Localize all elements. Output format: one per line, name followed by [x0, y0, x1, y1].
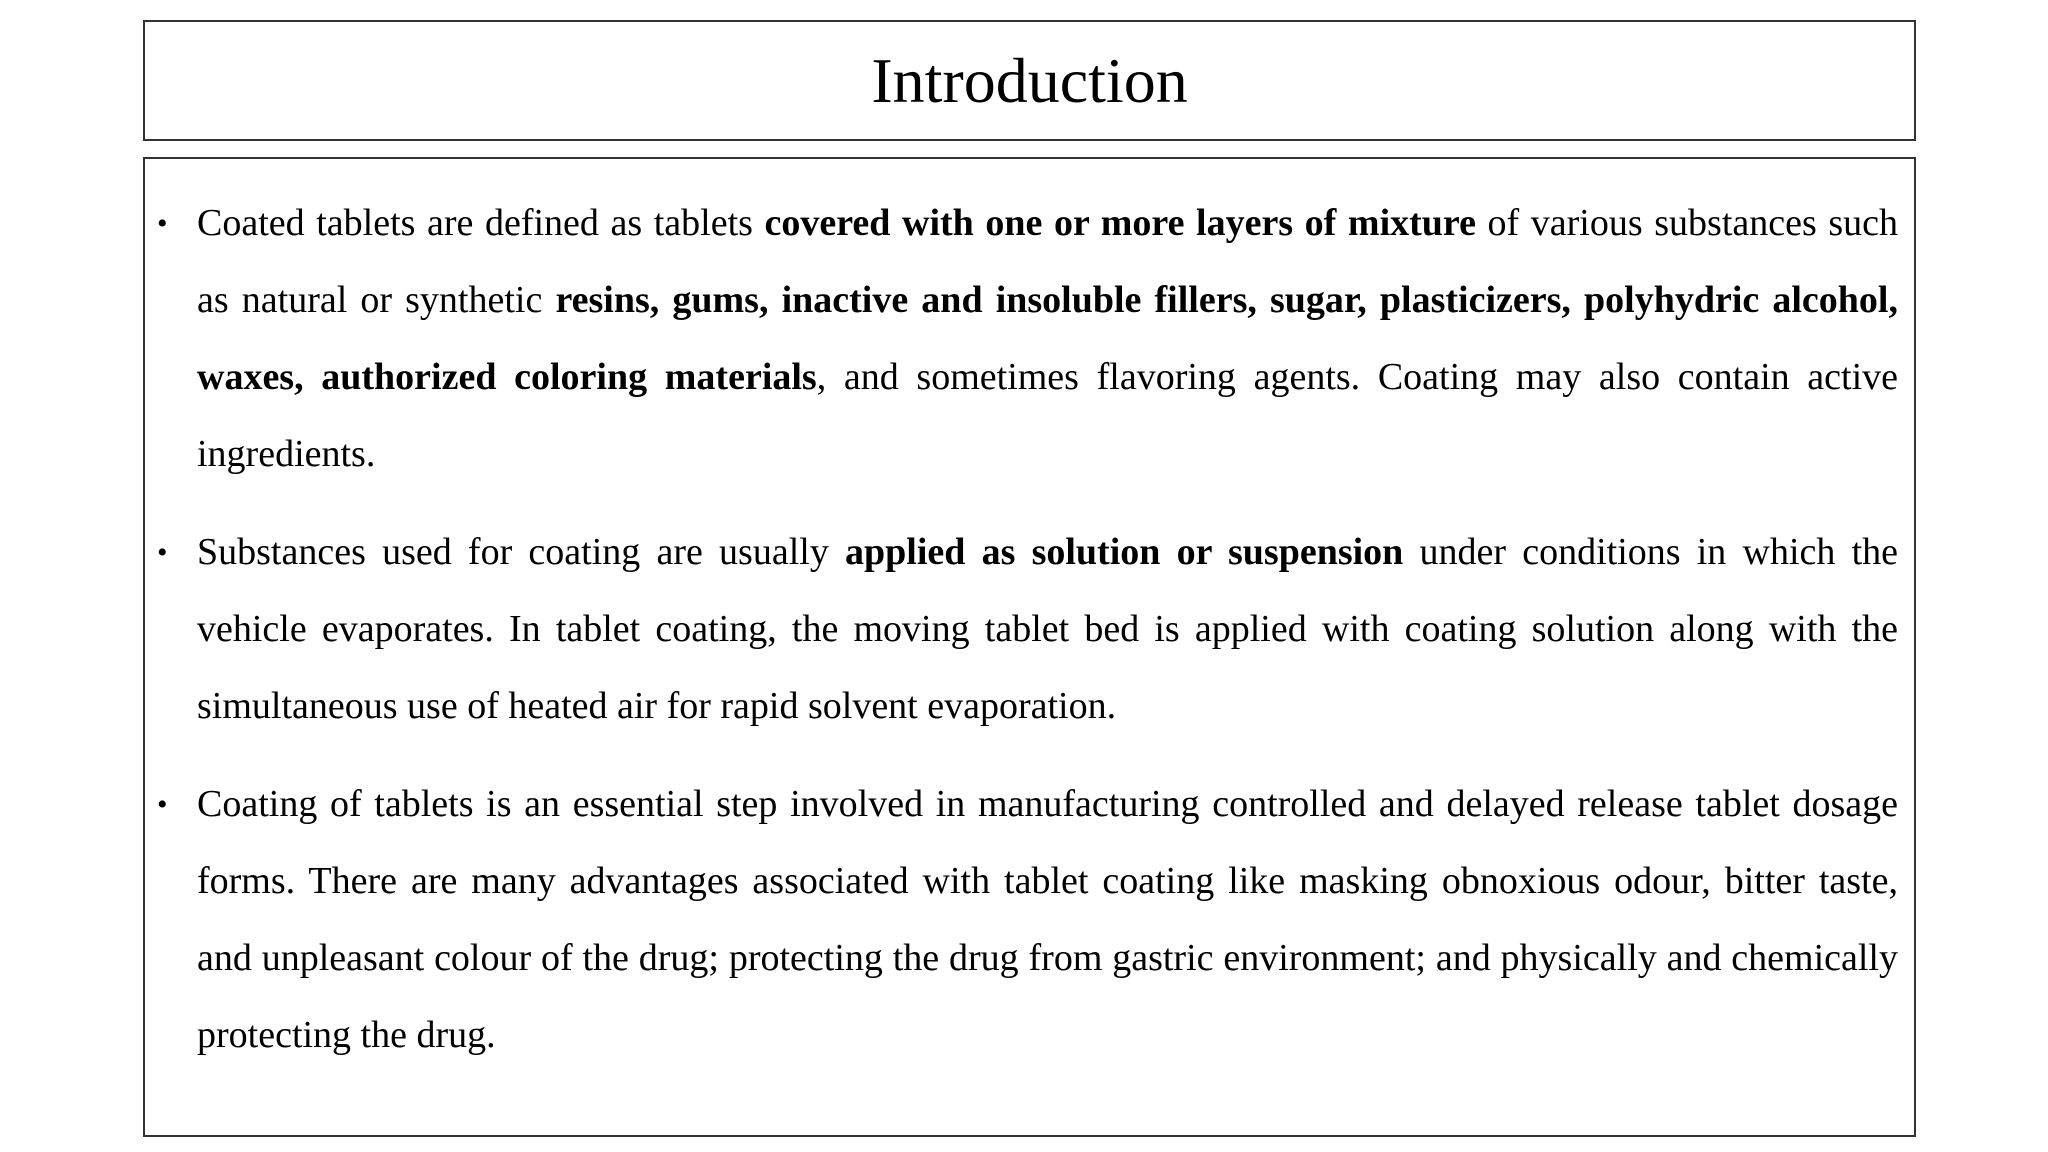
bullet-text-bold: covered with one or more layers of mixture — [764, 202, 1476, 244]
bullet-text-segment: Coated tablets are defined as tablets — [197, 202, 765, 244]
bullet-text-segment: Substances used for coating are usually — [197, 531, 846, 573]
bullet-text-segment: of various substances such as natural or synthetic — [197, 202, 1898, 321]
bullet-point-1 — [145, 185, 1898, 493]
bullet-text-segment: Coating of tablets is an essential step involved in manufacturing controlled and delayed release tablet dosage forms. There are many advantages associated with tablet coating like masking obnoxious odour, bitter taste, and unpleasant colour of the drug; protecting the drug from gastric environment; and physically and chemically protecting the drug. — [197, 783, 1898, 1056]
bullet-point-2 — [145, 514, 1898, 745]
bullet-text-bold: resins, gums, inactive and insoluble fillers, sugar, plasticizers, polyhydric alcohol, waxes, authorized coloring materials — [197, 279, 1898, 398]
content-box — [143, 157, 1916, 1137]
bullet-list — [145, 185, 1898, 1074]
bullet-icon: • — [157, 536, 168, 569]
slide-title: Introduction — [871, 44, 1188, 116]
bullet-icon: • — [157, 788, 168, 821]
bullet-icon: • — [157, 207, 168, 240]
bullet-text-segment: , and sometimes flavoring agents. Coating may also contain active ingredients. — [197, 356, 1898, 475]
bullet-point-3 — [145, 766, 1898, 1074]
bullet-text-bold: applied as solution or suspension — [845, 531, 1404, 573]
title-box — [143, 20, 1916, 141]
bullet-text-segment: under conditions in which the vehicle evaporates. In tablet coating, the moving tablet bed is applied with coating solution along with the simultaneous use of heated air for rapid solvent evaporation. — [197, 531, 1898, 727]
